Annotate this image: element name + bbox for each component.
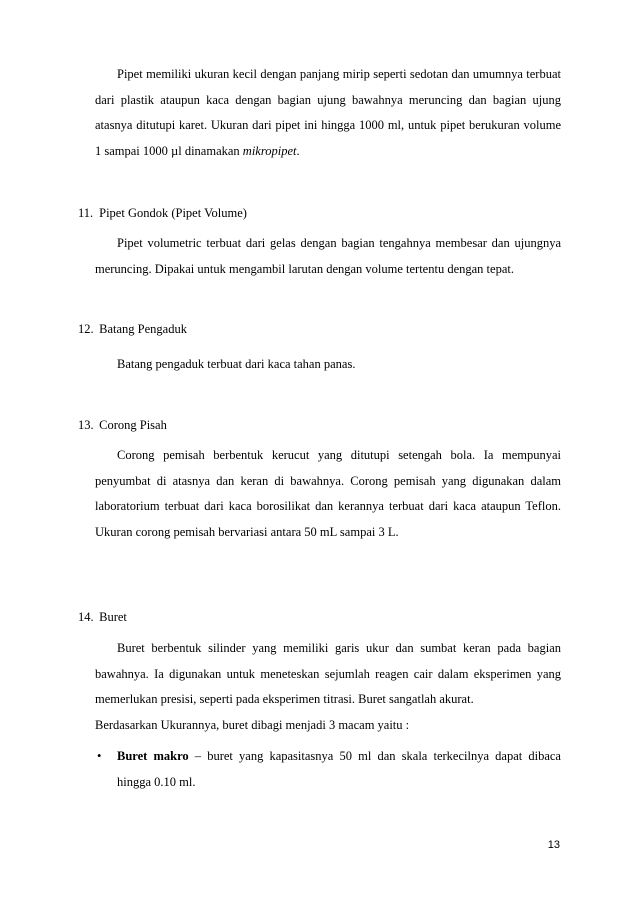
- section-body-13: Corong pemisah berbentuk kerucut yang ditutupi setengah bola. Ia mempunyai penyumbat di atasnya dan keran di bawahnya. Corong pemisah yang digunakan dalam laboratorium terbuat dari kaca borosilikat dan kerannya terbuat dari kaca ataupun Teflon. Ukuran corong pemisah bervariasi antara 50 mL sampai 3 L.: [95, 448, 561, 539]
- intro-paragraph: [95, 62, 561, 164]
- section-body-14-list-intro: Berdasarkan Ukurannya, buret dibagi menjadi 3 macam yaitu :: [95, 718, 410, 732]
- list-item-term: Buret makro: [117, 749, 189, 763]
- section-number: 13.: [78, 418, 94, 432]
- intro-text: Pipet memiliki ukuran kecil dengan panjang mirip seperti sedotan dan umumnya terbuat dari plastik ataupun kaca dengan bagian ujung bawahnya meruncing dan bagian ujung atasnya ditutupi karet. Ukuran dari pipet ini hingga 1000 ml, untuk pipet berukuran volume 1 sampai 1000 µl dinamakan: [95, 67, 561, 158]
- section-number: 11.: [78, 206, 94, 220]
- section-body-12: Batang pengaduk terbuat dari kaca tahan panas.: [117, 357, 356, 371]
- section-heading-12: [78, 321, 187, 337]
- section-heading-14: [78, 609, 127, 625]
- intro-text-end: .: [296, 143, 300, 158]
- section-title: Pipet Gondok (Pipet Volume): [99, 206, 247, 220]
- section-heading-13: [78, 417, 167, 433]
- section-title: Corong Pisah: [99, 418, 167, 432]
- list-item-description: – buret yang kapasitasnya 50 ml dan skala terkecilnya dapat dibaca hingga 0.10 ml.: [117, 749, 561, 789]
- bullet-icon: •: [97, 749, 102, 763]
- section-body-11: Pipet volumetric terbuat dari gelas dengan bagian tengahnya membesar dan ujungnya meruncing. Dipakai untuk mengambil larutan dengan volume tertentu dengan tepat.: [95, 236, 561, 276]
- intro-italic-term: mikropipet: [242, 143, 297, 158]
- section-number: 14.: [78, 610, 94, 624]
- section-title: Batang Pengaduk: [99, 322, 187, 336]
- section-body-14: Buret berbentuk silinder yang memiliki garis ukur dan sumbat keran pada bagian bawahnya. Ia digunakan untuk meneteskan sejumlah reagen cair dalam eksperimen yang memerlukan presisi, seperti pada eksperimen titrasi. Buret sangatlah akurat.: [95, 641, 561, 706]
- list-item: [97, 744, 561, 795]
- list-item-text: [117, 744, 561, 795]
- section-title: Buret: [99, 610, 127, 624]
- section-number: 12.: [78, 322, 94, 336]
- page-number: 13: [547, 839, 560, 851]
- section-heading-11: [78, 205, 247, 221]
